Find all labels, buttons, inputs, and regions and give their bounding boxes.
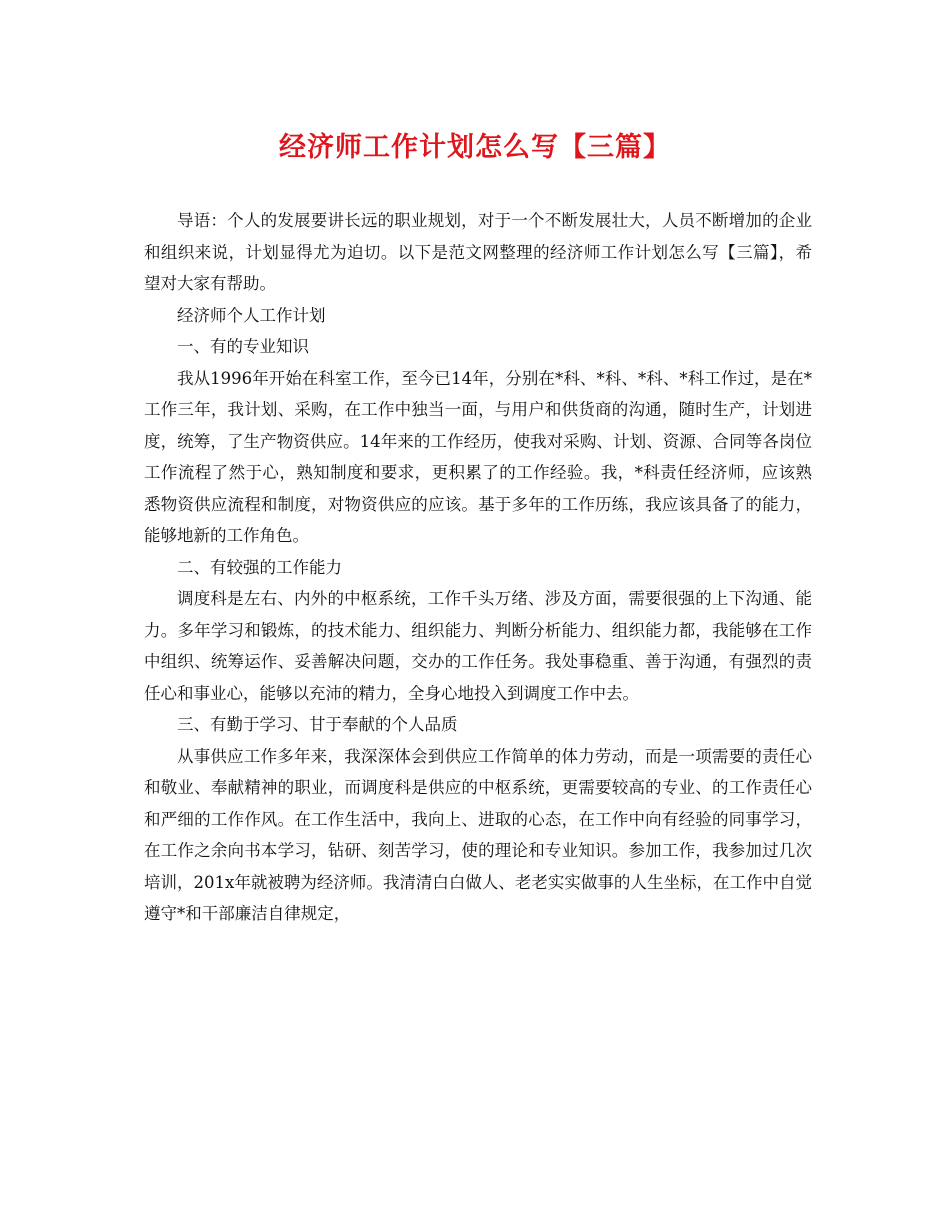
intro-paragraph: 导语：个人的发展要讲长远的职业规划，对于一个不断发展壮大，人员不断增加的企业和组织来说，计划显得尤为迫切。以下是范文网整理的经济师工作计划怎么写【三篇】，希望对大家有帮助。 <box>144 211 812 293</box>
subheading-2: 二、有较强的工作能力 <box>177 557 342 577</box>
body-paragraph: 我从1996年开始在科室工作，至今已14年，分别在*科、*科、*科、*科工作过，是在*工作三年，我计划、采购，在工作中独当一面，与用户和供货商的沟通，随时生产，计划进度，统筹，了生产物资供应。14年来的工作经历，使我对采购、计划、资源、合同等各岗位工作流程了然于心，熟知制度和要求，更积累了的工作经验。我，*科责任经济师，应该熟悉物资供应流程和制度，对物资供应的应该。基于多年的工作历练，我应该具备了的能力，能够地新的工作角色。 <box>144 368 812 545</box>
section-heading: 经济师个人工作计划 <box>177 305 326 325</box>
document-body <box>144 205 812 930</box>
subheading-1: 一、有的专业知识 <box>177 337 309 356</box>
document-title: 经济师工作计划怎么写【三篇】 <box>279 132 671 163</box>
body-paragraph: 调度科是左右、内外的中枢系统，工作千头万绪、涉及方面，需要很强的上下沟通、能力。多年学习和锻炼，的技术能力、组织能力、判断分析能力、组织能力都，我能够在工作中组织、统筹运作、妥善解决问题，交办的工作任务。我处事稳重、善于沟通，有强烈的责任心和事业心，能够以充沛的精力，全身心地投入到调度工作中去。 <box>144 589 812 703</box>
body-paragraph: 从事供应工作多年来，我深深体会到供应工作简单的体力劳动，而是一项需要的责任心和敬业、奉献精神的职业，而调度科是供应的中枢系统，更需要较高的专业、的工作责任心和严细的工作作风。在工作生活中，我向上、进取的心态，在工作中向有经验的同事学习，在工作之余向书本学习，钻研、刻苦学习，使的理论和专业知识。参加工作，我参加过几次培训，201x年就被聘为经济师。我清清白白做人、老老实实做事的人生坐标，在工作中自觉遵守*和干部廉洁自律规定， <box>144 746 812 923</box>
subheading-3: 三、有勤于学习、甘于奉献的个人品质 <box>177 715 458 734</box>
